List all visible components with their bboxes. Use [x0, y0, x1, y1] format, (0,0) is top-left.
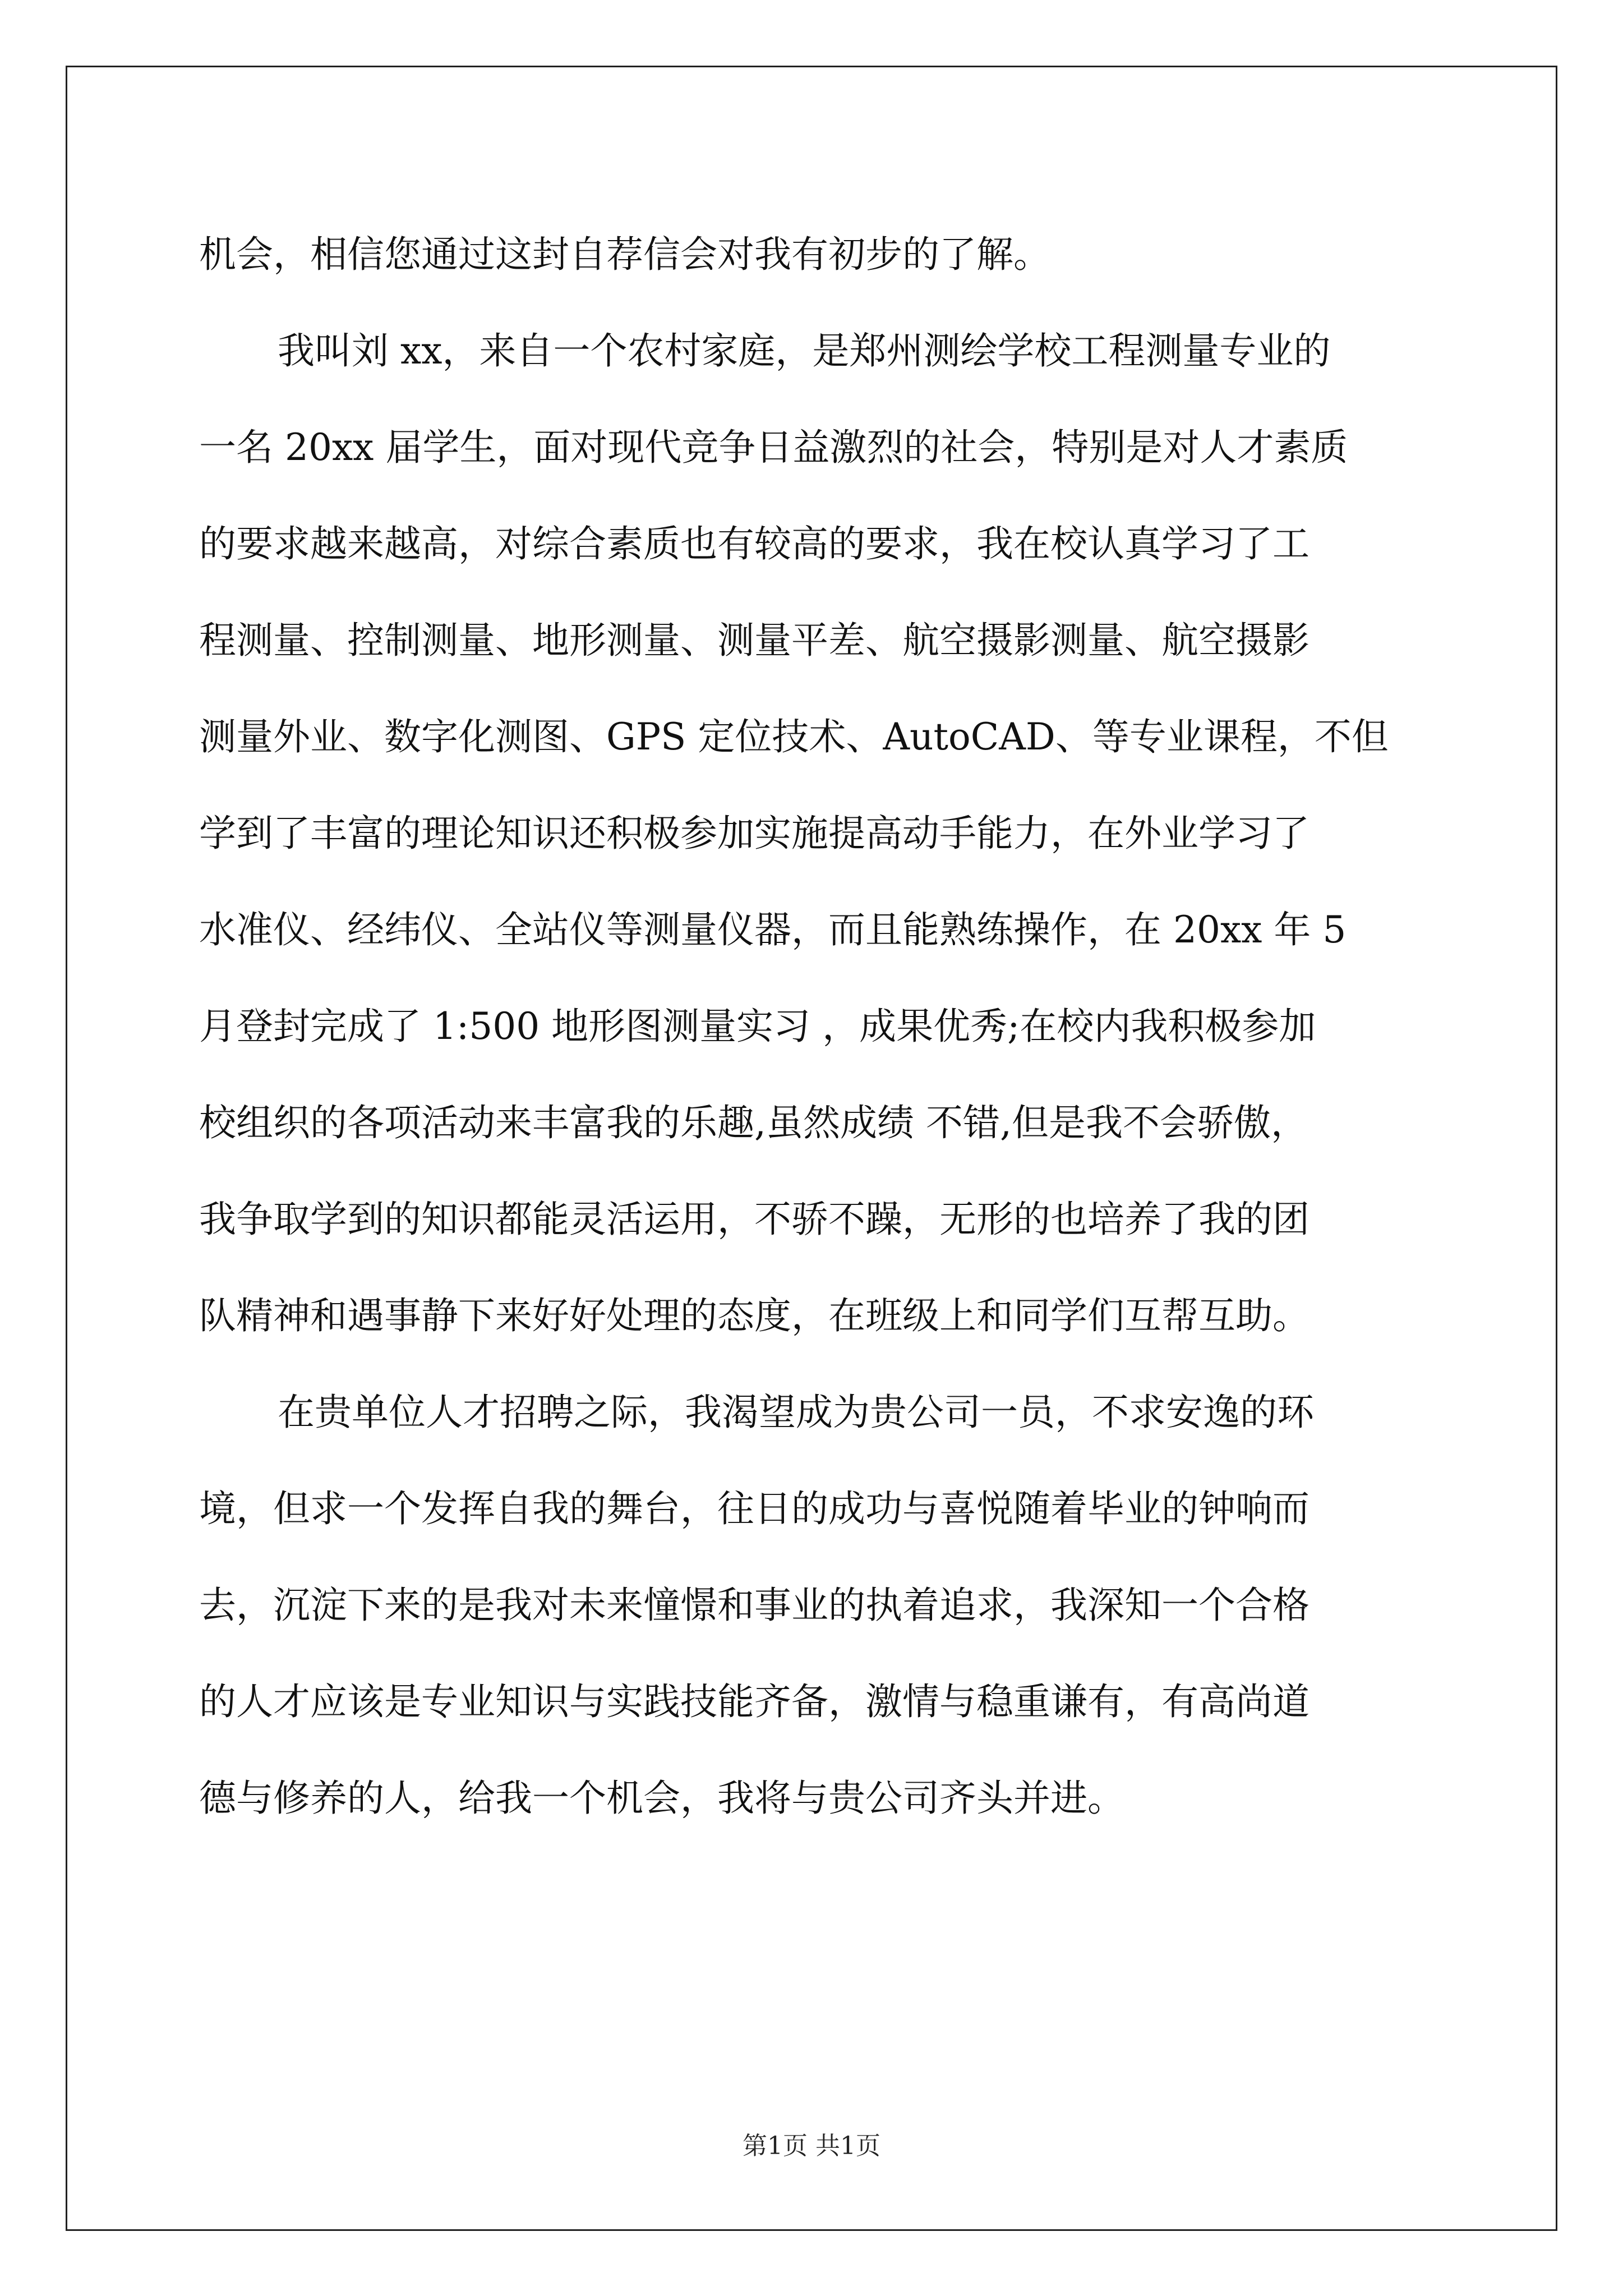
paragraph-start-line: 我叫刘 xx，来自一个农村家庭，是郑州测绘学校工程测量专业的 [278, 329, 1331, 372]
text-line: 机会，相信您通过这封自荐信会对我有初步的了解。 [199, 233, 1050, 276]
letter-body [199, 206, 1427, 1847]
text-line: 德与修养的人，给我一个机会，我将与贵公司齐头并进。 [199, 1777, 1124, 1820]
text-line: 水准仪、经纬仪、全站仪等测量仪器，而且能熟练操作，在 20xx 年 5 [199, 908, 1347, 951]
text-line: 学到了丰富的理论知识还积极参加实施提高动手能力，在外业学习了 [199, 812, 1310, 855]
paragraph-start-line: 在贵单位人才招聘之际，我渴望成为贵公司一员，不求安逸的环 [278, 1391, 1314, 1434]
text-line: 去，沉淀下来的是我对未来憧憬和事业的执着追求，我深知一个合格 [199, 1584, 1310, 1627]
page-footer: 第1页 共1页 [743, 2132, 880, 2160]
text-line: 我争取学到的知识都能灵活运用，不骄不躁，无形的也培养了我的团 [199, 1198, 1310, 1241]
text-line: 境，但求一个发挥自我的舞台，往日的成功与喜悦随着毕业的钟响而 [199, 1487, 1310, 1530]
text-line: 程测量、控制测量、地形测量、测量平差、航空摄影测量、航空摄影 [199, 619, 1310, 662]
text-line: 一名 20xx 届学生，面对现代竞争日益激烈的社会，特别是对人才素质 [199, 426, 1348, 469]
text-line: 月登封完成了 1:500 地形图测量实习 ，成果优秀;在校内我积极参加 [199, 1005, 1316, 1048]
text-line: 队精神和遇事静下来好好处理的态度，在班级上和同学们互帮互助。 [199, 1294, 1310, 1337]
text-line: 的人才应该是专业知识与实践技能齐备，激情与稳重谦有，有高尚道 [199, 1680, 1310, 1723]
text-line: 的要求越来越高，对综合素质也有较高的要求，我在校认真学习了工 [199, 522, 1310, 565]
text-line: 校组织的各项活动来丰富我的乐趣,虽然成绩 不错,但是我不会骄傲， [199, 1101, 1308, 1144]
text-line: 测量外业、数字化测图、GPS 定位技术、AutoCAD、等专业课程，不但 [199, 715, 1389, 758]
